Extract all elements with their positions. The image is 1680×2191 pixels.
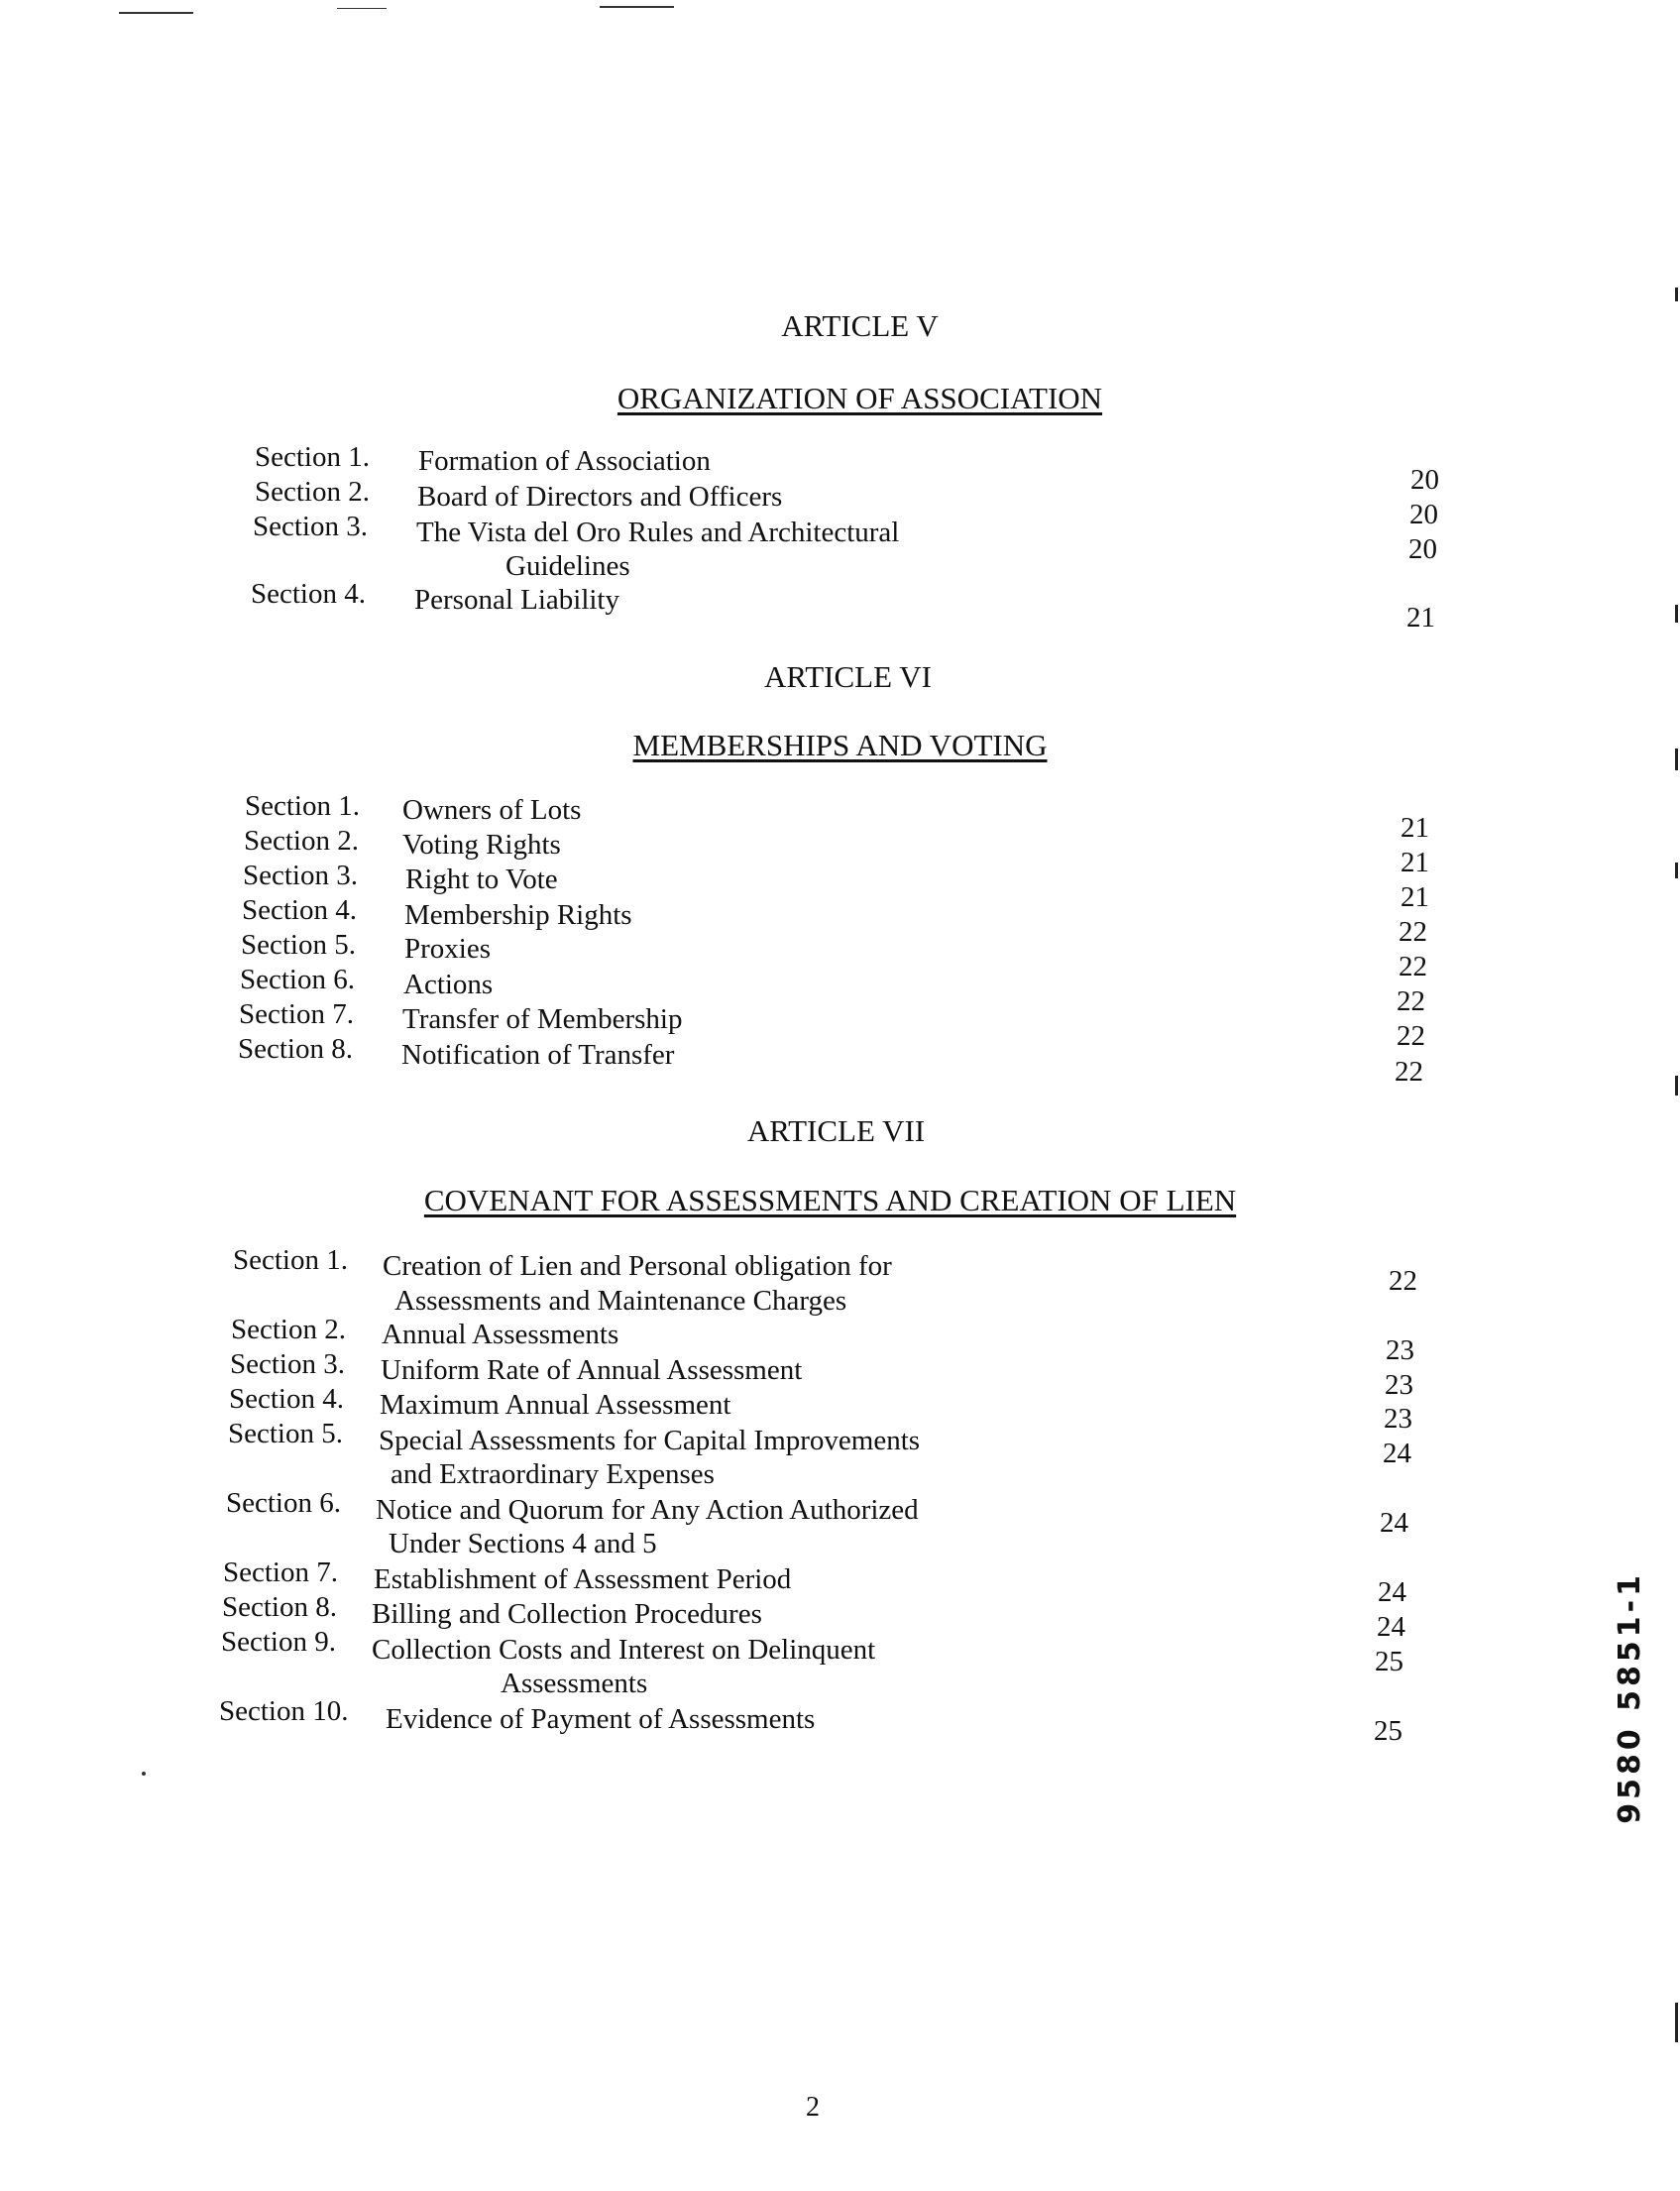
section-label: Section 3. bbox=[243, 860, 358, 891]
section-title: Notification of Transfer bbox=[401, 1039, 675, 1071]
section-title: Maximum Annual Assessment bbox=[380, 1389, 731, 1421]
section-label: Section 4. bbox=[242, 894, 357, 926]
section-page: 24 bbox=[1377, 1611, 1405, 1643]
section-page: 22 bbox=[1397, 1020, 1425, 1052]
section-title: Right to Vote bbox=[405, 864, 558, 895]
section-title: Establishment of Assessment Period bbox=[374, 1563, 792, 1595]
section-page: 22 bbox=[1399, 951, 1427, 982]
section-label: Section 5. bbox=[228, 1418, 343, 1449]
section-label: Section 4. bbox=[251, 578, 366, 610]
article-6-heading: MEMBERSHIPS AND VOTING bbox=[632, 728, 1048, 762]
section-page: 23 bbox=[1384, 1403, 1412, 1435]
section-page: 24 bbox=[1380, 1507, 1408, 1539]
section-title: Creation of Lien and Personal obligation for bbox=[383, 1250, 892, 1282]
article-7-heading: COVENANT FOR ASSESSMENTS AND CREATION OF LIEN bbox=[423, 1183, 1237, 1217]
section-title: Collection Costs and Interest on Delinquent bbox=[372, 1634, 876, 1666]
scan-artifact bbox=[1675, 2003, 1678, 2042]
section-label: Section 2. bbox=[255, 476, 370, 508]
section-page: 24 bbox=[1383, 1438, 1411, 1469]
section-label: Section 7. bbox=[223, 1557, 338, 1588]
section-label: Section 8. bbox=[222, 1591, 337, 1623]
section-title: Special Assessments for Capital Improvements bbox=[379, 1425, 921, 1456]
section-title-continued: Assessments bbox=[501, 1668, 648, 1699]
section-title: Annual Assessments bbox=[382, 1319, 619, 1350]
section-page: 24 bbox=[1378, 1576, 1406, 1608]
article-7-title: ARTICLE VII bbox=[746, 1113, 926, 1148]
section-title: Notice and Quorum for Any Action Authorized bbox=[376, 1494, 919, 1526]
section-title: Membership Rights bbox=[404, 899, 632, 931]
section-label: Section 5. bbox=[241, 929, 356, 961]
section-title: Actions bbox=[403, 969, 494, 1000]
section-label: Section 6. bbox=[240, 964, 355, 995]
section-page: 21 bbox=[1406, 602, 1435, 634]
article-5-heading: ORGANIZATION OF ASSOCIATION bbox=[616, 381, 1103, 415]
section-title: Uniform Rate of Annual Assessment bbox=[381, 1354, 803, 1386]
section-page: 25 bbox=[1374, 1715, 1402, 1747]
section-page: 21 bbox=[1400, 847, 1429, 878]
section-label: Section 1. bbox=[245, 790, 360, 822]
scan-artifact bbox=[337, 8, 387, 9]
section-page: 20 bbox=[1408, 533, 1437, 565]
section-page: 22 bbox=[1389, 1265, 1417, 1297]
section-title: Transfer of Membership bbox=[402, 1003, 683, 1035]
section-label: Section 10. bbox=[219, 1695, 349, 1727]
section-title: Evidence of Payment of Assessments bbox=[386, 1703, 816, 1735]
section-page: 25 bbox=[1375, 1646, 1403, 1677]
section-title-continued: Assessments and Maintenance Charges bbox=[394, 1285, 847, 1317]
section-page: 23 bbox=[1385, 1369, 1413, 1401]
section-title: Proxies bbox=[404, 933, 491, 965]
section-title: Board of Directors and Officers bbox=[417, 481, 783, 513]
section-title: Formation of Association bbox=[418, 445, 711, 477]
section-page: 21 bbox=[1400, 881, 1429, 913]
article-5-title: ARTICLE V bbox=[781, 308, 939, 343]
section-page: 20 bbox=[1410, 464, 1439, 496]
section-page: 23 bbox=[1386, 1334, 1414, 1366]
margin-document-number: 9580 5851-1 bbox=[1613, 1571, 1647, 1824]
section-label: Section 4. bbox=[229, 1383, 344, 1415]
section-title: Owners of Lots bbox=[402, 794, 582, 826]
section-title: Personal Liability bbox=[414, 584, 619, 616]
section-title-continued: and Extraordinary Expenses bbox=[391, 1458, 715, 1490]
section-page: 22 bbox=[1397, 985, 1425, 1017]
section-label: Section 1. bbox=[255, 441, 370, 473]
section-title: The Vista del Oro Rules and Architectural bbox=[416, 517, 900, 548]
section-label: Section 9. bbox=[221, 1626, 336, 1658]
section-title-continued: Guidelines bbox=[505, 550, 630, 582]
section-label: Section 1. bbox=[233, 1244, 348, 1276]
section-label: Section 7. bbox=[239, 998, 354, 1030]
section-label: Section 3. bbox=[253, 511, 368, 542]
section-label: Section 3. bbox=[230, 1348, 345, 1380]
scan-artifact bbox=[600, 6, 674, 8]
section-label: Section 2. bbox=[231, 1314, 346, 1345]
section-label: Section 6. bbox=[226, 1487, 341, 1519]
section-page: 22 bbox=[1399, 916, 1427, 948]
page-number: 2 bbox=[806, 2092, 820, 2123]
section-page: 21 bbox=[1400, 812, 1429, 844]
scan-artifact bbox=[1675, 1076, 1678, 1096]
scan-artifact bbox=[1675, 288, 1678, 301]
section-page: 20 bbox=[1409, 499, 1438, 530]
section-label: Section 2. bbox=[244, 825, 359, 857]
section-page: 22 bbox=[1395, 1056, 1423, 1088]
section-title-continued: Under Sections 4 and 5 bbox=[389, 1528, 657, 1559]
section-label: Section 8. bbox=[238, 1033, 353, 1065]
scan-artifact bbox=[119, 12, 193, 14]
scan-artifact bbox=[1675, 605, 1678, 623]
article-6-title: ARTICLE VI bbox=[764, 659, 932, 694]
section-title: Voting Rights bbox=[402, 829, 561, 861]
scan-artifact bbox=[142, 1772, 146, 1776]
scan-artifact bbox=[1675, 863, 1678, 878]
section-title: Billing and Collection Procedures bbox=[372, 1598, 762, 1630]
